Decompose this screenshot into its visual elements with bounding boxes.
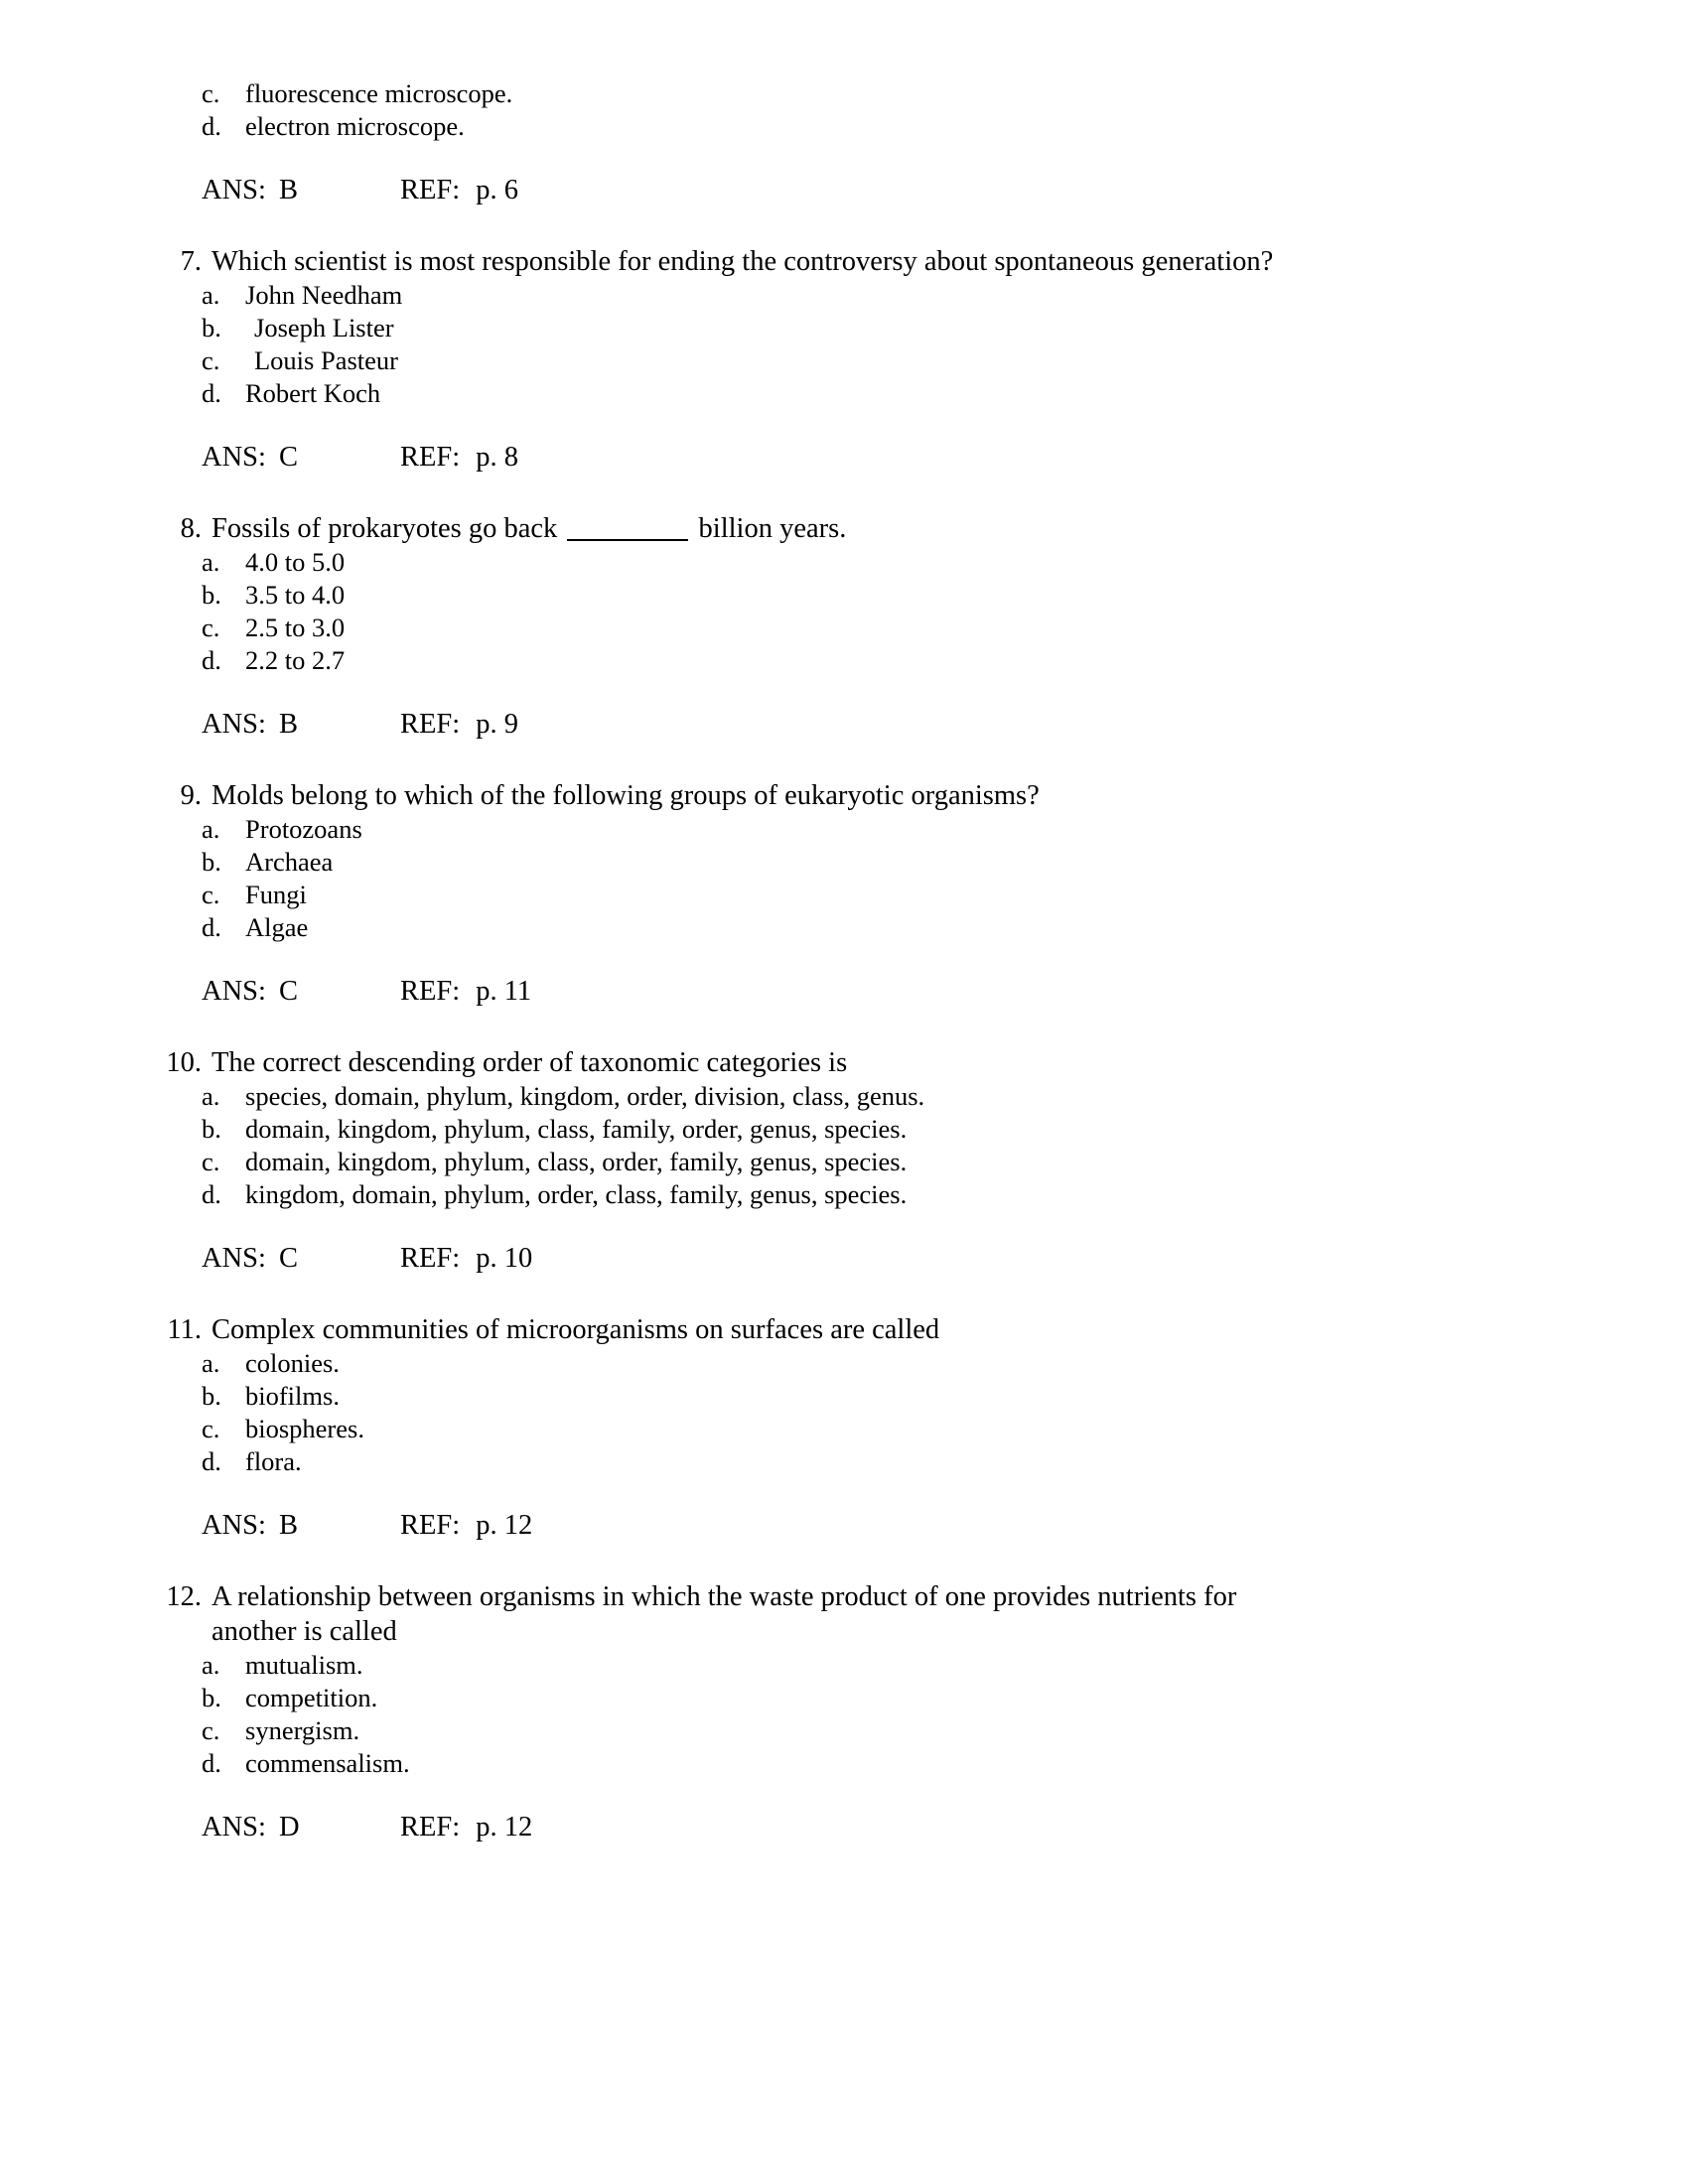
- option-letter: d.: [202, 1748, 221, 1778]
- question-text: [211, 1579, 1363, 1649]
- option-letter: d.: [202, 111, 221, 141]
- option-letter: d.: [202, 1179, 221, 1209]
- option-row[interactable]: [0, 813, 1688, 846]
- option-letter: a.: [202, 1650, 220, 1680]
- option-row[interactable]: [0, 911, 1688, 944]
- option-letter: d.: [202, 1446, 221, 1476]
- answer-reference-line: [0, 1810, 1688, 1844]
- question-text-main: Which scientist is most responsible for ending the controversy about spontaneous generation?: [211, 246, 1274, 277]
- reference-value: p. 9: [476, 709, 518, 740]
- option-letter: d.: [202, 912, 221, 942]
- option-letter: b.: [202, 580, 221, 610]
- option-row[interactable]: [0, 644, 1688, 677]
- option-text: domain, kingdom, phylum, class, order, family, genus, species.: [245, 1147, 908, 1176]
- option-text: 2.5 to 3.0: [245, 613, 346, 642]
- question-number: 7.: [180, 246, 202, 277]
- answer-value: D: [278, 1812, 300, 1843]
- option-text: Archaea: [245, 847, 334, 877]
- option-row[interactable]: [0, 1347, 1688, 1380]
- option-row[interactable]: [0, 1080, 1688, 1113]
- reference-cell: [400, 1241, 698, 1276]
- option-text: kingdom, domain, phylum, order, class, family, genus, species.: [245, 1179, 908, 1209]
- question-text-main: Complex communities of microorganisms on surfaces are called: [211, 1314, 940, 1345]
- option-letter: c.: [202, 78, 220, 108]
- answer-reference-line: [0, 173, 1688, 207]
- answer-value: C: [278, 1243, 298, 1274]
- reference-label: REF:: [400, 1812, 461, 1843]
- option-letter: b.: [202, 1381, 221, 1411]
- question-text: [211, 778, 1363, 813]
- option-text: 4.0 to 5.0: [245, 547, 346, 577]
- reference-value: p. 10: [476, 1243, 533, 1274]
- option-text: Fungi: [245, 880, 307, 909]
- option-letter: a.: [202, 1081, 220, 1111]
- question-block: [0, 1579, 1688, 1881]
- reference-label: REF:: [400, 175, 461, 205]
- question-row: [0, 1045, 1688, 1080]
- option-list: [0, 279, 1688, 410]
- answer-reference-line: [0, 974, 1688, 1009]
- question-text-main: Molds belong to which of the following groups of eukaryotic organisms?: [211, 780, 1040, 811]
- option-letter: c.: [202, 880, 220, 909]
- question-block: [0, 244, 1688, 511]
- spacer: [0, 475, 1688, 511]
- option-row[interactable]: [0, 879, 1688, 911]
- reference-value: p. 6: [476, 175, 518, 205]
- question-number: 11.: [167, 1314, 202, 1345]
- option-row[interactable]: [0, 377, 1688, 410]
- option-letter: b.: [202, 1114, 221, 1144]
- option-list: [0, 77, 1688, 143]
- reference-label: REF:: [400, 442, 461, 473]
- option-row[interactable]: [0, 77, 1688, 110]
- answer-reference-line: [0, 707, 1688, 742]
- answer-cell: [202, 440, 400, 475]
- option-row[interactable]: [0, 279, 1688, 312]
- option-text: Algae: [245, 912, 309, 942]
- questions-container: [0, 244, 1688, 1881]
- answer-value: B: [278, 709, 298, 740]
- spacer: [0, 207, 1688, 244]
- option-text: commensalism.: [245, 1748, 410, 1778]
- reference-label: REF:: [400, 1243, 461, 1274]
- answer-reference-line: [0, 1508, 1688, 1543]
- reference-value: p. 8: [476, 442, 518, 473]
- question-text: [211, 1045, 1363, 1080]
- spacer: [0, 1009, 1688, 1045]
- question-block: [0, 1045, 1688, 1312]
- question-number: 9.: [180, 780, 202, 811]
- option-row[interactable]: [0, 344, 1688, 377]
- option-row[interactable]: [0, 579, 1688, 612]
- option-letter: b.: [202, 847, 221, 877]
- reference-value: p. 12: [476, 1510, 533, 1541]
- answer-value: B: [278, 175, 298, 205]
- answer-label: ANS:: [202, 175, 266, 205]
- answer-label: ANS:: [202, 1510, 266, 1541]
- answer-cell: [202, 173, 400, 207]
- question-text-main: The correct descending order of taxonomic categories is: [211, 1047, 848, 1078]
- answer-reference-line: [0, 440, 1688, 475]
- option-row[interactable]: [0, 1178, 1688, 1211]
- reference-cell: [400, 440, 698, 475]
- option-row[interactable]: [0, 1113, 1688, 1146]
- option-text: competition.: [245, 1683, 378, 1712]
- option-row[interactable]: [0, 1747, 1688, 1780]
- option-text: biofilms.: [245, 1381, 340, 1411]
- option-letter: c.: [202, 1147, 220, 1176]
- question-block: [0, 1312, 1688, 1579]
- option-list: [0, 813, 1688, 944]
- question-row: [0, 244, 1688, 279]
- option-row[interactable]: [0, 612, 1688, 644]
- option-letter: d.: [202, 378, 221, 408]
- page-content: [0, 77, 1688, 1881]
- option-list: [0, 1080, 1688, 1211]
- option-text: Louis Pasteur: [254, 345, 398, 375]
- reference-value: p. 12: [476, 1812, 533, 1843]
- option-row[interactable]: [0, 1649, 1688, 1682]
- option-letter: d.: [202, 645, 221, 675]
- question-row: [0, 1312, 1688, 1347]
- reference-cell: [400, 1810, 698, 1844]
- option-text: flora.: [245, 1446, 302, 1476]
- option-row[interactable]: [0, 312, 1688, 344]
- answer-value: C: [278, 442, 298, 473]
- option-letter: c.: [202, 613, 220, 642]
- answer-label: ANS:: [202, 709, 266, 740]
- option-row[interactable]: [0, 1380, 1688, 1413]
- answer-cell: [202, 707, 400, 742]
- option-row[interactable]: [0, 1146, 1688, 1178]
- answer-value: C: [278, 976, 298, 1007]
- reference-label: REF:: [400, 709, 461, 740]
- option-text: electron microscope.: [245, 111, 465, 141]
- option-letter: c.: [202, 345, 220, 375]
- option-text: Robert Koch: [245, 378, 381, 408]
- option-text: biospheres.: [245, 1414, 364, 1443]
- reference-value: p. 11: [476, 976, 532, 1007]
- reference-label: REF:: [400, 1510, 461, 1541]
- question-block: [0, 511, 1688, 778]
- reference-label: REF:: [400, 976, 461, 1007]
- answer-label: ANS:: [202, 1243, 266, 1274]
- answer-label: ANS:: [202, 1812, 266, 1843]
- answer-value: B: [278, 1510, 298, 1541]
- option-letter: a.: [202, 1348, 220, 1378]
- answer-cell: [202, 1241, 400, 1276]
- option-text: species, domain, phylum, kingdom, order, division, class, genus.: [245, 1081, 925, 1111]
- spacer: [0, 1543, 1688, 1579]
- option-letter: b.: [202, 313, 221, 342]
- answer-cell: [202, 974, 400, 1009]
- option-row[interactable]: [0, 1445, 1688, 1478]
- question-number: 8.: [180, 513, 202, 544]
- answer-label: ANS:: [202, 976, 266, 1007]
- question-text-continuation: another is called: [211, 1616, 397, 1647]
- reference-cell: [400, 974, 698, 1009]
- answer-label: ANS:: [202, 442, 266, 473]
- option-row[interactable]: [0, 1682, 1688, 1714]
- answer-cell: [202, 1810, 400, 1844]
- option-text: synergism.: [245, 1715, 360, 1745]
- question-text: [211, 1312, 1363, 1347]
- option-text: Protozoans: [245, 814, 362, 844]
- continued-options-block: [0, 77, 1688, 207]
- option-row[interactable]: [0, 546, 1688, 579]
- option-list: [0, 546, 1688, 677]
- question-text-main: A relationship between organisms in which the waste product of one provides nutrients for: [211, 1581, 1237, 1612]
- option-list: [0, 1347, 1688, 1478]
- spacer: [0, 742, 1688, 778]
- question-number: 12.: [166, 1581, 202, 1612]
- question-number: 10.: [166, 1047, 202, 1078]
- option-letter: a.: [202, 814, 220, 844]
- option-list: [0, 1649, 1688, 1780]
- option-text: 2.2 to 2.7: [245, 645, 346, 675]
- answer-reference-line: [0, 1241, 1688, 1276]
- option-text: fluorescence microscope.: [245, 78, 513, 108]
- question-text-before-blank: Fossils of prokaryotes go back: [211, 513, 565, 544]
- option-text: mutualism.: [245, 1650, 363, 1680]
- option-letter: b.: [202, 1683, 221, 1712]
- question-block: [0, 778, 1688, 1045]
- option-letter: c.: [202, 1414, 220, 1443]
- reference-cell: [400, 707, 698, 742]
- question-text: [211, 511, 1363, 546]
- question-text: [211, 244, 1363, 279]
- option-text: John Needham: [245, 280, 403, 310]
- option-row[interactable]: [0, 110, 1688, 143]
- answer-cell: [202, 1508, 400, 1543]
- question-text-after-blank: billion years.: [691, 513, 847, 544]
- question-row: [0, 1579, 1688, 1649]
- option-letter: c.: [202, 1715, 220, 1745]
- option-text: colonies.: [245, 1348, 340, 1378]
- spacer: [0, 1276, 1688, 1312]
- fill-in-blank: [567, 539, 688, 541]
- option-row[interactable]: [0, 1413, 1688, 1445]
- spacer: [0, 1844, 1688, 1881]
- option-text: Joseph Lister: [254, 313, 394, 342]
- option-text: domain, kingdom, phylum, class, family, order, genus, species.: [245, 1114, 908, 1144]
- option-letter: a.: [202, 280, 220, 310]
- question-row: [0, 778, 1688, 813]
- option-row[interactable]: [0, 1714, 1688, 1747]
- option-text: 3.5 to 4.0: [245, 580, 346, 610]
- option-row[interactable]: [0, 846, 1688, 879]
- reference-cell: [400, 1508, 698, 1543]
- question-row: [0, 511, 1688, 546]
- reference-cell: [400, 173, 698, 207]
- option-letter: a.: [202, 547, 220, 577]
